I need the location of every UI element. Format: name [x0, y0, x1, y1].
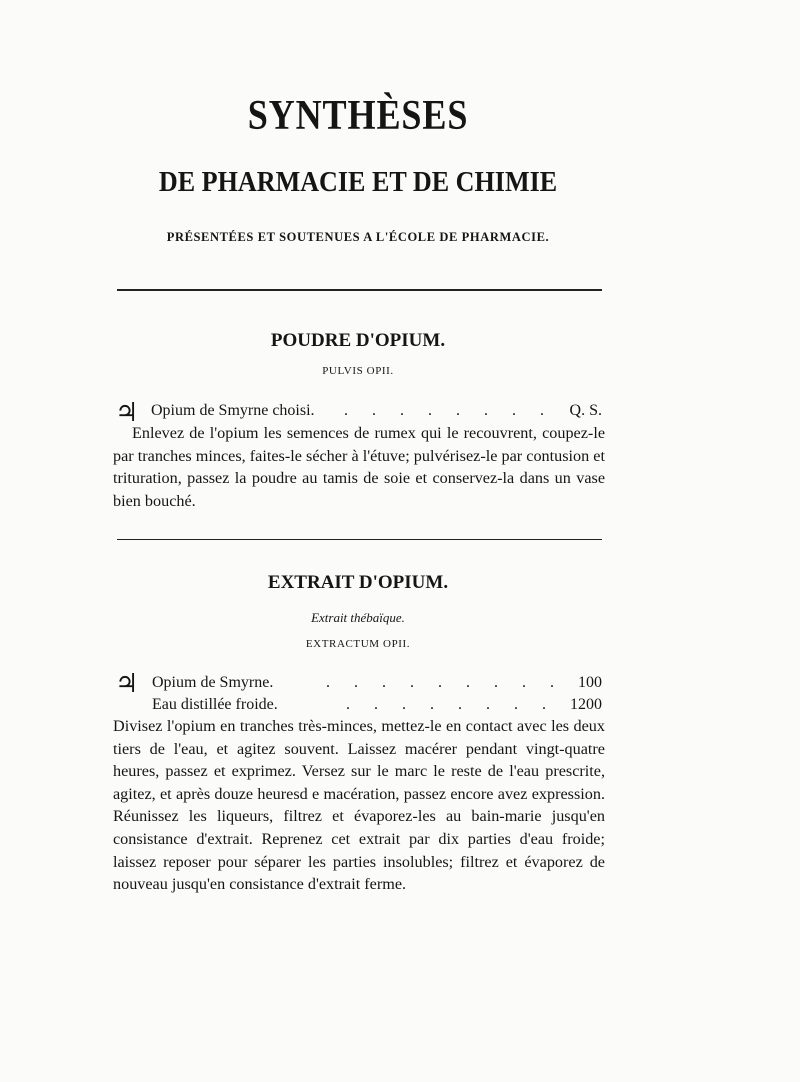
section2-title: EXTRAIT D'OPIUM. [267, 572, 449, 593]
page-tagline: PRÉSENTÉES ET SOUTENUES A L'ÉCOLE DE PHARMACIE. [166, 230, 550, 244]
section1-paragraph: Enlevez de l'opium les semences de rumex qui le recouvrent, coupez-le par tranches minces, faites-le sécher à l'étuve; pulvérisez-le par contusion et trituration, passez la poudre au tamis de soie et conservez-la dans un vase bien bouché. [113, 424, 605, 510]
section2-text [113, 715, 605, 896]
section1-ingredient: Opium de Smyrne choisi. [151, 402, 315, 419]
recipe-symbol-icon: ♃ [115, 398, 139, 428]
section2-leader-dots-2: . . . . . . . . [346, 696, 556, 713]
page-title: SYNTHÈSES [247, 93, 469, 139]
section2-latin: EXTRACTUM OPII. [305, 638, 411, 650]
section2-paragraph: Divisez l'opium en tranches très-minces, mettez-le en contact avec les deux tiers de l'eau, et agitez souvent. Laissez macérer pendant vingt-quatre heures, passez et exprimez. Versez sur le marc le reste de l'eau prescrite, agitez, et après douze heuresd e macération, passez encore avez expression. Réunissez les liqueurs, filtrez et évaporez-les au bain-marie jusqu'en consistance d'extrait. Reprenez cet extrait par dix parties d'eau froide; laissez reposer pour séparer les parties insolubles; filtrez et évaporez de nouveau jusqu'en consistance d'extrait ferme. [113, 717, 605, 894]
section1-title: POUDRE D'OPIUM. [270, 330, 446, 351]
section2-ingredient-1: Opium de Smyrne. [152, 674, 274, 691]
section1-quantity: Q. S. [569, 402, 602, 419]
recipe-symbol-icon: ♃ [115, 669, 139, 699]
section1-text [113, 422, 605, 512]
section2-ingredient-2: Eau distillée froide. [152, 696, 278, 713]
section1-leader-dots: . . . . . . . . [344, 402, 554, 419]
section2-quantity-1: 100 [578, 674, 602, 691]
section2-leader-dots-1: . . . . . . . . . [326, 674, 564, 691]
section-divider [117, 539, 602, 540]
header-rule [117, 289, 602, 291]
section2-subtitle: Extrait thébaïque. [311, 610, 405, 625]
section2-quantity-2: 1200 [570, 696, 602, 713]
section1-latin: PULVIS OPII. [322, 365, 394, 377]
page-subtitle: DE PHARMACIE ET DE CHIMIE [158, 166, 558, 198]
